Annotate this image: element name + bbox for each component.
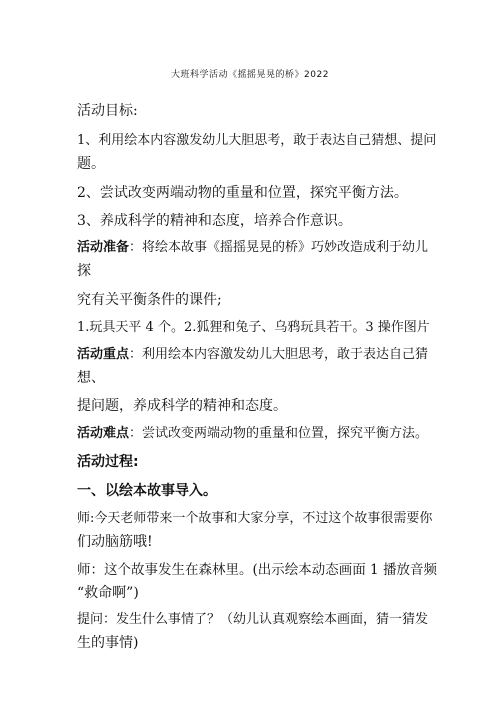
key-line-2: 想、 — [77, 370, 105, 386]
paragraph-3-line-2: 生的事情) — [77, 635, 139, 651]
materials-line: 1.玩具天平 4 个。2.狐狸和兔子、乌鸦玩具若干。3 操作图片 — [77, 320, 430, 335]
paragraph-1-line-2: 们动脑筋哦! — [77, 534, 153, 550]
paragraph-2-line-1: 师：这个故事发生在森林里。(出示绘本动态画面 1 播放音频 — [77, 562, 437, 578]
prep-text: ：将绘本故事《摇摇晃晃的桥》巧妙改造成利于幼儿 — [129, 240, 429, 255]
difficulty-line — [77, 424, 427, 444]
goal-3: 3、养成科学的精神和态度，培养合作意识。 — [77, 213, 352, 229]
document-title: 大班科学活动《摇摇晃晃的桥》2022 — [171, 70, 329, 80]
prep-label: 活动准备 — [77, 240, 130, 255]
difficulty-text: ：尝试改变两端动物的重量和位置，探究平衡方法。 — [129, 426, 429, 441]
key-label: 活动重点 — [77, 347, 130, 362]
goal-2: 2、尝试改变两端动物的重量和位置，探究平衡方法。 — [77, 185, 408, 201]
prep-line-1 — [77, 238, 427, 258]
paragraph-1-line-1: 师:今天老师带来一个故事和大家分享，不过这个故事很需要你 — [77, 511, 433, 526]
key-line-3: 提问题，养成科学的精神和态度。 — [77, 398, 287, 414]
paragraph-3-line-1: 提问：发生什么事情了？（幼儿认真观察绘本画面，猜一猜发 — [77, 612, 429, 627]
difficulty-label: 活动难点 — [77, 426, 130, 441]
goal-1-line-1: 1、利用绘本内容激发幼儿大胆思考，敢于表达自己猜想、提问 — [77, 133, 437, 148]
paragraph-2-line-2: “救命啊”) — [77, 585, 139, 601]
step-1-heading: 一、以绘本故事导入。 — [77, 483, 217, 499]
prep-line-2: 探 — [77, 263, 91, 279]
goals-heading: 活动目标: — [77, 103, 138, 119]
key-line-1 — [77, 345, 427, 365]
process-heading: 活动过程: — [77, 454, 139, 470]
key-text: ：利用绘本内容激发幼儿大胆思考，敢于表达自己猜 — [129, 347, 429, 362]
prep-line-3: 究有关平衡条件的课件; — [77, 292, 222, 308]
goal-1-line-2: 题。 — [77, 156, 105, 172]
